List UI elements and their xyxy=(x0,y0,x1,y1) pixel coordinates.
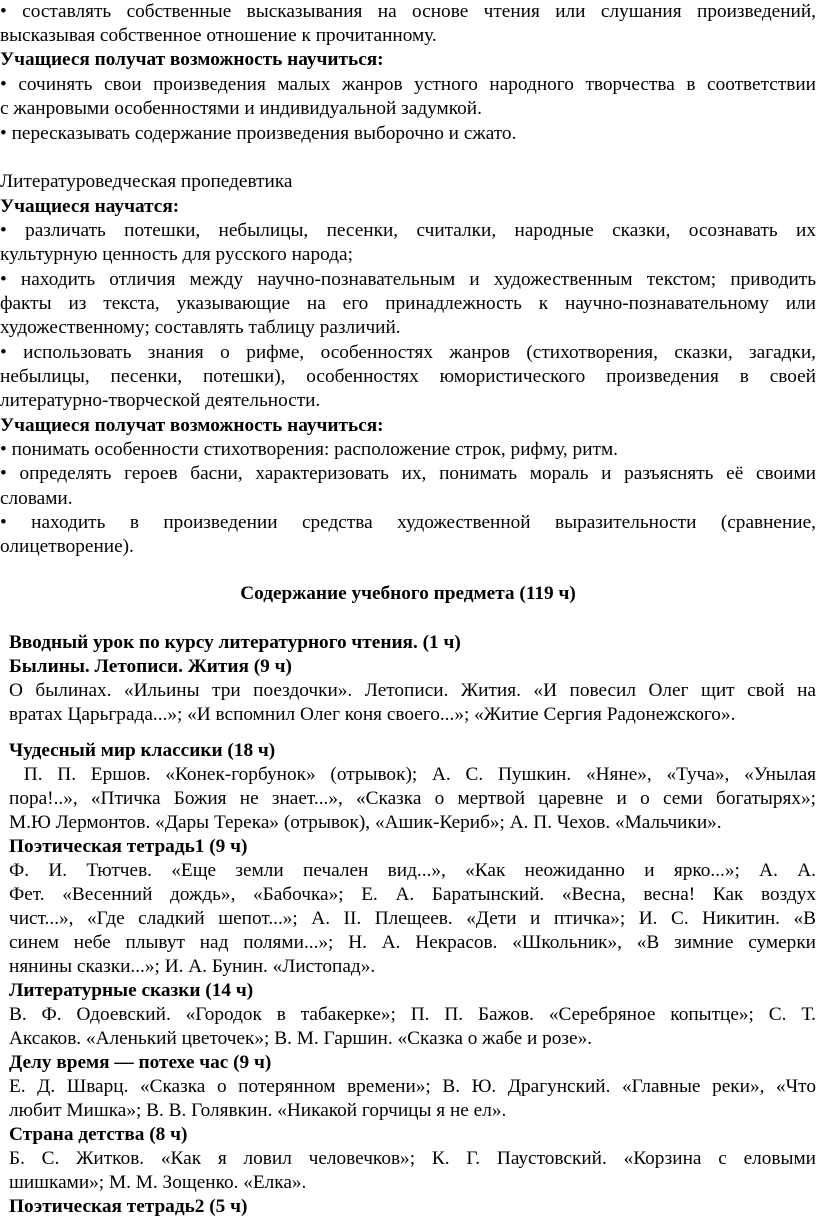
text-line: художественному; составлять таблицу различий. xyxy=(0,317,401,338)
text-line: культурную ценность для русского народа; xyxy=(0,244,353,265)
text-line: М.Ю Лермонтов. «Дары Терека» (отрывок), «Ашик-Кериб»; А. П. Чехов. «Мальчики». xyxy=(9,812,722,833)
content-title: Содержание учебного предмета (119 ч) xyxy=(240,583,576,604)
text-line: нянины сказки...»; И. А. Бунин. «Листопад». xyxy=(9,956,376,977)
section-heading: Учащиеся получат возможность научиться: xyxy=(0,49,384,70)
text-line: литературно-творческой деятельности. xyxy=(0,390,321,411)
section-heading: Литературные сказки (14 ч) xyxy=(9,980,254,1001)
text-line: О былинах. «Ильины три поездочки». Летописи. Жития. «И повесил Олег щит свой на xyxy=(9,680,816,701)
text-line: Б. С. Житков. «Как я ловил человечков»; К. Г. Паустовский. «Корзина с еловыми xyxy=(9,1148,816,1169)
text-line: олицетворение). xyxy=(0,536,134,557)
text-line: В. Ф. Одоевский. «Городок в табакерке»; П. П. Бажов. «Серебряное копытце»; С. Т. xyxy=(9,1004,816,1025)
section-heading: Страна детства (8 ч) xyxy=(9,1124,188,1145)
text-line: Аксаков. «Аленький цветочек»; В. М. Гаршин. «Сказка о жабе и розе». xyxy=(9,1028,593,1049)
text-line: словами. xyxy=(0,488,73,509)
text-line: • определять героев басни, характеризовать их, понимать мораль и разъяснять её своими xyxy=(0,463,816,484)
subsection-title: Литературоведческая пропедевтика xyxy=(0,171,293,192)
section-heading: Чудесный мир классики (18 ч) xyxy=(9,740,276,761)
text-line: Е. Д. Шварц. «Сказка о потерянном времени»; В. Ю. Драгунский. «Главные реки», «Что xyxy=(9,1076,816,1097)
text-line: высказывая собственное отношение к прочитанному. xyxy=(0,25,437,46)
text-line: с жанровыми особенностями и индивидуальной задумкой. xyxy=(0,98,482,119)
text-line: чист...», «Где сладкий шепот...»; А. II. Плещеев. «Дети и птичка»; И. С. Никитин. «В xyxy=(9,908,816,929)
section-heading: Учащиеся получат возможность научиться: xyxy=(0,415,384,436)
text-line: небылицы, песенки, потешки), особенностях юмористического произведения в своей xyxy=(0,366,816,387)
text-line: Фет. «Весенний дождь», «Бабочка»; Е. А. Баратынский. «Весна, весна! Как воздух xyxy=(9,884,816,905)
section-heading: Былины. Летописи. Жития (9 ч) xyxy=(9,656,292,677)
text-line: П. П. Ершов. «Конек-горбунок» (отрывок); А. С. Пушкин. «Няне», «Туча», «Унылая xyxy=(9,764,816,785)
text-line: любит Мишка»; В. В. Голявкин. «Никакой горчицы я не ел». xyxy=(9,1100,507,1121)
text-line: • находить в произведении средства художественной выразительности (сравнение, xyxy=(0,512,816,533)
text-line: • использовать знания о рифме, особенностях жанров (стихотворения, сказки, загадки, xyxy=(0,342,816,363)
section-heading: Поэтическая тетрадь1 (9 ч) xyxy=(9,836,248,857)
intro-heading: Вводный урок по курсу литературного чтения. (1 ч) xyxy=(9,632,461,653)
text-line: • понимать особенности стихотворения: расположение строк, рифму, ритм. xyxy=(0,439,618,460)
section-heading: Делу время — потехе час (9 ч) xyxy=(9,1052,272,1073)
text-line: • составлять собственные высказывания на основе чтения или слушания произведений, xyxy=(0,1,816,22)
text-line: • различать потешки, небылицы, песенки, считалки, народные сказки, осознавать их xyxy=(0,220,816,241)
text-line: вратах Царьграда...»; «И вспомнил Олег коня своего...»; «Житие Сергия Радонежского». xyxy=(9,704,736,725)
text-line: синем небе плывут над полями...»; Н. А. Некрасов. «Школьник», «В зимние сумерки xyxy=(9,932,816,953)
text-line: Ф. И. Тютчев. «Еще земли печален вид...», «Как неожиданно и ярко...»; А. А. xyxy=(9,860,816,881)
section-heading: Поэтическая тетрадь2 (5 ч) xyxy=(9,1196,248,1217)
text-line: факты из текста, указывающие на его принадлежность к научно-познавательному или xyxy=(0,293,816,314)
text-line: • пересказывать содержание произведения выборочно и сжато. xyxy=(0,123,517,144)
text-line: • сочинять свои произведения малых жанров устного народного творчества в соответствии xyxy=(0,74,816,95)
text-line: • находить отличия между научно-познавательным и художественным текстом; приводить xyxy=(0,269,816,290)
section-heading: Учащиеся научатся: xyxy=(0,196,180,217)
text-line: пора!..», «Птичка Божия не знает...», «Сказка о мертвой царевне и о семи богатырях»; xyxy=(9,788,816,809)
text-line: шишками»; М. М. Зощенко. «Елка». xyxy=(9,1172,307,1193)
